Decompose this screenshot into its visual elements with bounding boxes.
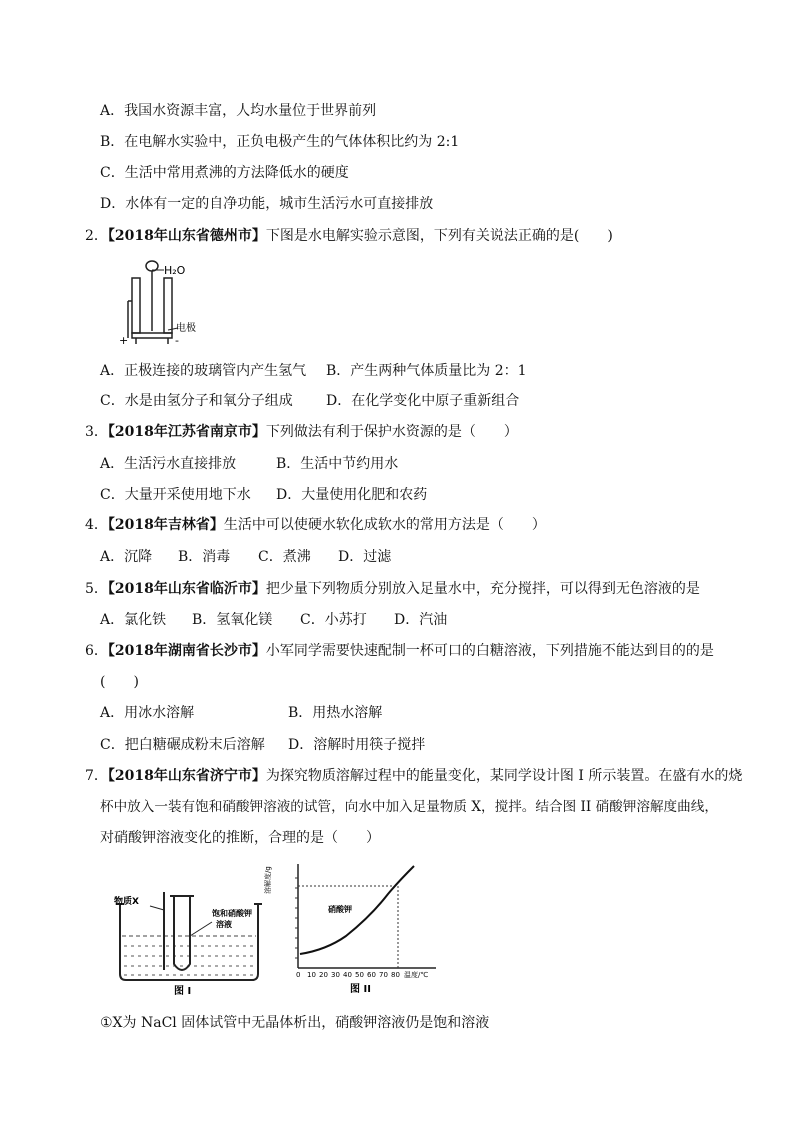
figure-2-solubility-chart (264, 858, 446, 998)
q6-stem-line (85, 641, 714, 661)
x-tick: 80 (391, 971, 400, 979)
plus-label: + (119, 334, 129, 347)
q2-source: 【2018年山东省德州市】 (107, 228, 266, 244)
q7-number: 7． (85, 768, 108, 784)
q3-option-a: A．生活污水直接排放 (100, 456, 237, 472)
q4-option-a: A．沉降 (100, 549, 153, 565)
x-tick: 30 (331, 971, 340, 979)
q3-options-row2 (100, 485, 427, 505)
h2o-label: H₂O (164, 264, 186, 277)
q7-stem-line2: 杯中放入一装有饱和硝酸钾溶液的试管，向水中加入足量物质 X，搅拌。结合图 II 硝酸钾溶解度曲线， (100, 799, 718, 815)
q3-number: 3． (85, 424, 108, 440)
q2-options-row1 (100, 361, 527, 381)
q6-stem: 小军同学需要快速配制一杯可口的白糖溶液，下列措施不能达到目的的是 (265, 643, 714, 659)
q2-option-c: C．水是由氢分子和氧分子组成 (100, 393, 293, 409)
x-tick: 40 (343, 971, 352, 979)
q7-stem-line1 (85, 766, 742, 786)
q5-option-c: C．小苏打 (300, 612, 367, 628)
curve-label: 硝酸钾 (328, 905, 352, 914)
q3-option-b: B．生活中节约用水 (276, 456, 399, 472)
q2-option-a: A．正极连接的玻璃管内产生氢气 (100, 363, 307, 379)
q1-option-c: C．生活中常用煮沸的方法降低水的硬度 (100, 165, 349, 181)
electrode-label: 电极 (176, 323, 196, 334)
q3-option-d: D．大量使用化肥和农药 (276, 487, 428, 503)
q7-stem-1: 为探究物质溶解过程中的能量变化，某同学设计图 I 所示装置。在盛有水的烧 (265, 768, 743, 784)
x-tick: 10 (307, 971, 316, 979)
q7-stem-line3: 对硝酸钾溶液变化的推断，合理的是（ ） (100, 830, 380, 846)
q3-source: 【2018年江苏省南京市】 (107, 424, 266, 440)
q3-option-c: C．大量开采使用地下水 (100, 487, 251, 503)
q5-option-a: A．氯化铁 (100, 612, 167, 628)
x-tick: 70 (379, 971, 388, 979)
q6-option-d: D．溶解时用筷子搅拌 (288, 737, 426, 753)
q6-stem-line2: ( ) (100, 674, 139, 690)
q4-source: 【2018年吉林省】 (107, 517, 224, 533)
q7-statement-1: ①X为 NaCl 固体试管中无晶体析出，硝酸钾溶液仍是饱和溶液 (100, 1015, 490, 1031)
substance-x-label: 物质X (114, 897, 139, 907)
y-axis-label: 溶解度/g (264, 866, 272, 894)
q3-stem: 下列做法有利于保护水资源的是（ ） (265, 424, 518, 440)
q2-number: 2． (85, 228, 108, 244)
q3-options-row1 (100, 454, 398, 474)
electrolysis-figure (118, 256, 228, 346)
q5-stem-line (85, 579, 700, 599)
q2-stem: 下图是水电解实验示意图，下列有关说法正确的是( ) (265, 228, 613, 244)
q6-number: 6． (85, 643, 108, 659)
q4-stem: 生活中可以使硬水软化成软水的常用方法是（ ） (223, 517, 546, 533)
x-tick: 50 (355, 971, 364, 979)
q4-stem-line (85, 515, 546, 535)
x-tick: 60 (367, 971, 376, 979)
q5-source: 【2018年山东省临沂市】 (107, 581, 266, 597)
q4-option-b: B．消毒 (178, 549, 231, 565)
figure-2-caption: 图 II (350, 984, 371, 995)
q2-option-b: B．产生两种气体质量比为 2：1 (326, 363, 527, 379)
q1-option-d: D．水体有一定的自净功能，城市生活污水可直接排放 (100, 196, 434, 212)
x-axis-label: 温度/℃ (404, 971, 429, 979)
x-tick-labels (296, 971, 400, 979)
figure-1-beaker (112, 866, 272, 996)
x-tick: 0 (296, 971, 301, 979)
minus-label: - (175, 334, 179, 347)
q2-option-d: D．在化学变化中原子重新组合 (326, 393, 520, 409)
q5-options (100, 610, 447, 630)
q5-option-b: B．氢氧化镁 (192, 612, 273, 628)
q4-number: 4． (85, 517, 108, 533)
q3-stem-line (85, 422, 518, 442)
q7-source: 【2018年山东省济宁市】 (107, 768, 266, 784)
q1-option-b: B．在电解水实验中，正负电极产生的气体体积比约为 2:1 (100, 134, 460, 150)
q6-options-row1 (100, 703, 382, 723)
q4-option-d: D．过滤 (338, 549, 392, 565)
q5-number: 5． (85, 581, 108, 597)
q5-option-d: D．汽油 (394, 612, 448, 628)
q4-options (100, 547, 391, 567)
q6-source: 【2018年湖南省长沙市】 (107, 643, 266, 659)
q4-option-c: C．煮沸 (258, 549, 311, 565)
q2-options-row2 (100, 391, 519, 411)
figure-1-caption: 图 I (174, 986, 192, 997)
q6-option-b: B．用热水溶解 (288, 705, 383, 721)
saturated-solution-label: 饱和硝酸钾溶液 (212, 909, 252, 929)
q6-options-row2 (100, 735, 425, 755)
q6-option-a: A．用冰水溶解 (100, 705, 195, 721)
q2-stem-line (85, 226, 613, 246)
q5-stem: 把少量下列物质分别放入足量水中，充分搅拌，可以得到无色溶液的是 (265, 581, 700, 597)
knO3-curve (300, 866, 414, 954)
q6-option-c: C．把白糖碾成粉末后溶解 (100, 737, 265, 753)
q1-option-a: A．我国水资源丰富，人均水量位于世界前列 (100, 103, 377, 119)
x-tick: 20 (319, 971, 328, 979)
